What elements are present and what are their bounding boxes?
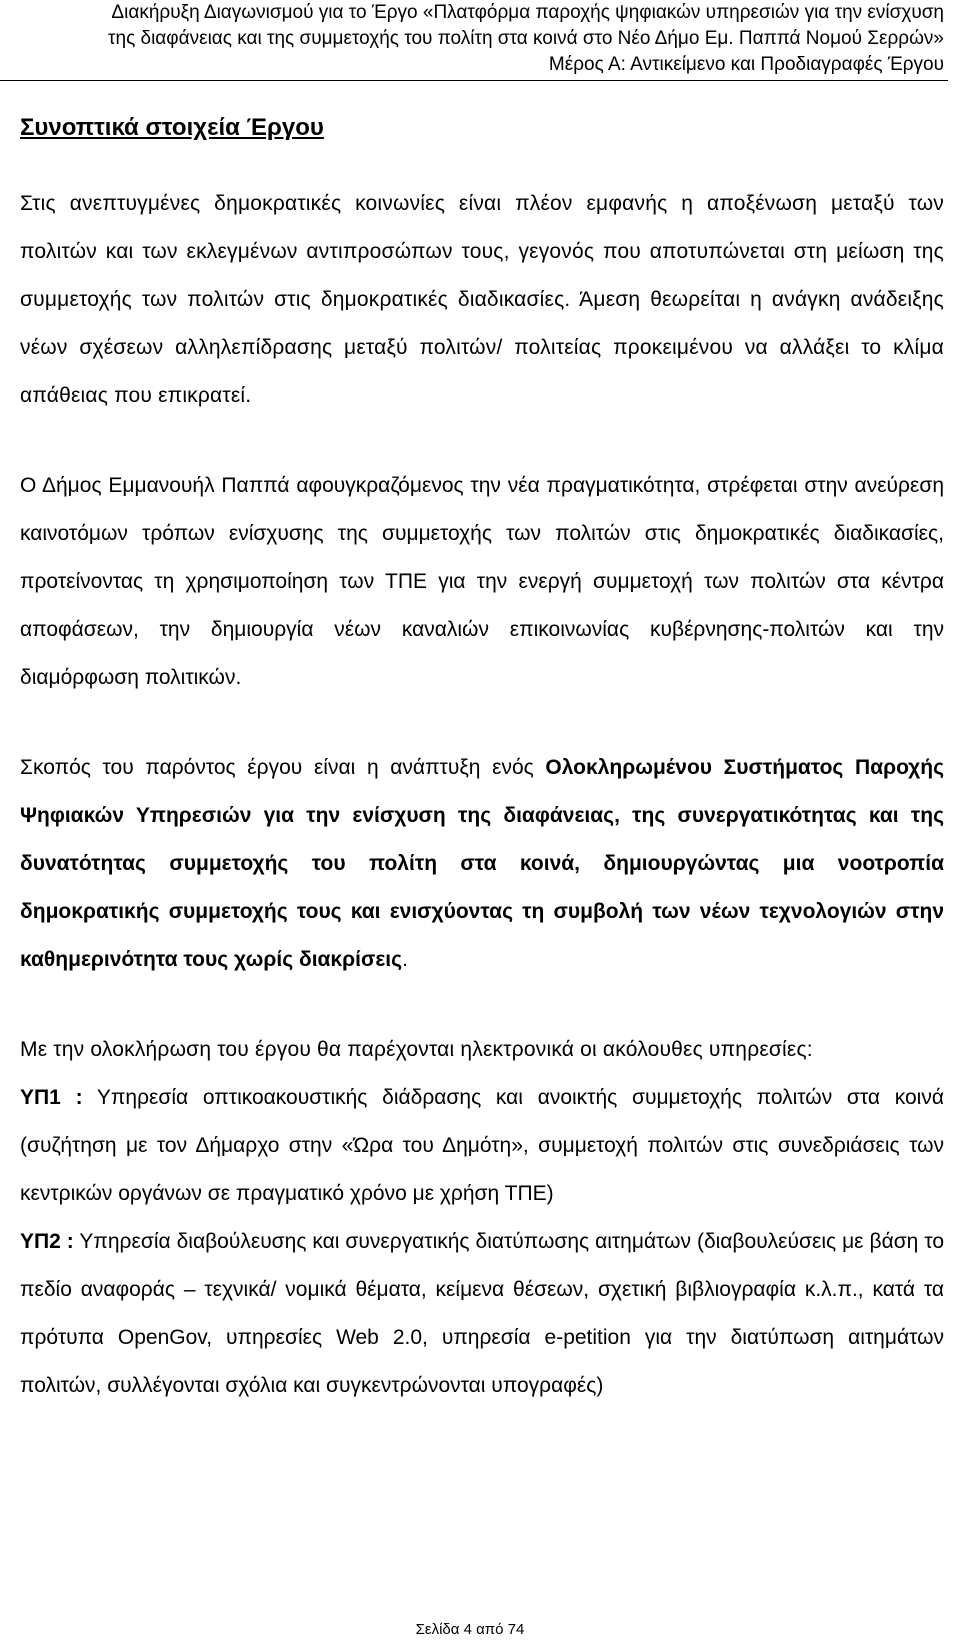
paragraph-intro: Στις ανεπτυγμένες δημοκρατικές κοινωνίες είναι πλέον εμφανής η αποξένωση μεταξύ των πολιτών και των εκλεγμένων αντιπροσώπων τους, γεγονός που αποτυπώνεται στη μείωση της συμμετοχής των πολιτών στις δημοκρατικές διαδικασίες. Άμεση θεωρείται η ανάγκη ανάδειξης νέων σχέσεων αλληλεπίδρασης μεταξύ πολιτών/ πολιτείας προκειμένου να αλλάξει το κλίμα απάθειας που επικρατεί. xyxy=(20,192,944,407)
paragraph-purpose-bold: Ολοκληρωμένου Συστήματος Παροχής Ψηφιακών Υπηρεσιών για την ενίσχυση της διαφάνειας, της συνεργατικότητας και της δυνατότητας συμμετοχής του πολίτη στα κοινά, δημιουργώντας μια νοοτροπία δημοκρατικής συμμετοχής τους και ενισχύοντας τη συμβολή των νέων τεχνολογιών στην καθημερινότητα τους χωρίς διακρίσεις xyxy=(20,756,944,971)
header-line-2: της διαφάνειας και της συμμετοχής του πολίτη στα κοινά στο Νέο Δήμο Εμ. Παππά Νομού Σερρών» xyxy=(108,28,944,49)
paragraph-purpose-lead: Σκοπός του παρόντος έργου είναι η ανάπτυξη ενός xyxy=(20,756,546,779)
page-content xyxy=(20,112,944,1410)
page-footer: Σελίδα 4 από 74 xyxy=(415,1621,525,1638)
header-divider xyxy=(0,80,948,81)
service-code-2: ΥΠ2 : xyxy=(20,1230,74,1253)
paragraph-purpose-end: . xyxy=(402,948,408,971)
header-line-1: Διακήρυξη Διαγωνισμού για το Έργο «Πλατφόρμα παροχής ψηφιακών υπηρεσιών για την ενίσχυση xyxy=(111,2,944,23)
service-text-1: Υπηρεσία οπτικοακουστικής διάδρασης και ανοικτής συμμετοχής πολιτών στα κοινά (συζήτηση με τον Δήμαρχο στην «Ώρα του Δημότη», συμμετοχή πολιτών στις συνεδριάσεις των κεντρικών οργάνων σε πραγματικό χρόνο με χρήση ΤΠΕ) xyxy=(20,1086,944,1205)
paragraph-services-intro: Με την ολοκλήρωση του έργου θα παρέχονται ηλεκτρονικά οι ακόλουθες υπηρεσίες: xyxy=(20,1038,813,1061)
header-line-3: Μέρος Α: Αντικείμενο και Προδιαγραφές Έργου xyxy=(548,54,944,75)
paragraph-purpose xyxy=(20,744,944,984)
service-item-1 xyxy=(20,1074,944,1218)
service-code-1: ΥΠ1 : xyxy=(20,1086,83,1109)
page-header xyxy=(20,0,944,78)
paragraph-municipality: Ο Δήμος Εμμανουήλ Παππά αφουγκραζόμενος την νέα πραγματικότητα, στρέφεται στην ανεύρεση καινοτόμων τρόπων ενίσχυσης της συμμετοχής των πολιτών στις δημοκρατικές διαδικασίες, προτείνοντας τη χρησιμοποίηση των ΤΠΕ για την ενεργή συμμετοχή των πολιτών στα κέντρα αποφάσεων, την δημιουργία νέων καναλιών επικοινωνίας κυβέρνησης-πολιτών και την διαμόρφωση πολιτικών. xyxy=(20,474,944,689)
service-text-2: Υπηρεσία διαβούλευσης και συνεργατικής διατύπωσης αιτημάτων (διαβουλεύσεις με βάση το πεδίο αναφοράς – τεχνικά/ νομικά θέματα, κείμενα θέσεων, σχετική βιβλιογραφία κ.λ.π., κατά τα πρότυπα OpenGov, υπηρεσίες Web 2.0, υπηρεσία e-petition για την διατύπωση αιτημάτων πολιτών, συλλέγονται σχόλια και συγκεντρώνονται υπογραφές) xyxy=(20,1230,944,1397)
section-title: Συνοπτικά στοιχεία Έργου xyxy=(20,114,324,141)
service-item-2 xyxy=(20,1218,944,1410)
